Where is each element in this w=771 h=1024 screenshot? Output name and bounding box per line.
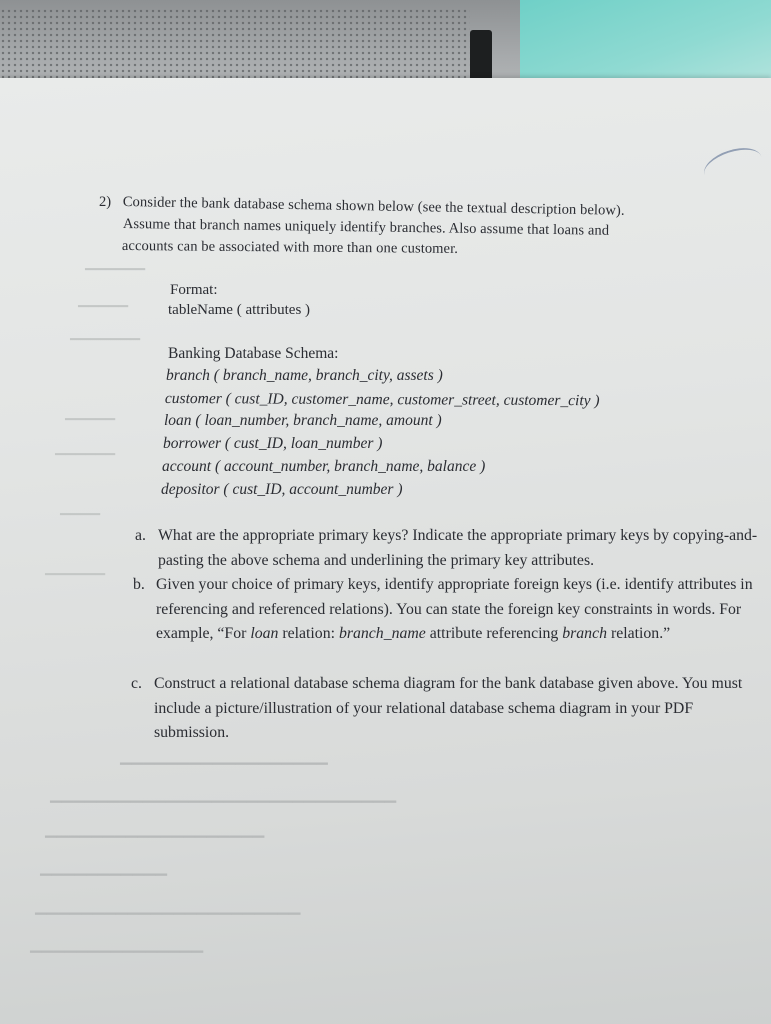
item-b-text-part: relation: xyxy=(278,625,339,642)
bleed-through-mark: ▁▁▁▁▁▁▁ xyxy=(70,325,140,340)
bleed-through-mark: ▁▁▁▁ xyxy=(60,500,100,515)
item-a-letter: a. xyxy=(135,527,146,544)
format-value: tableName ( attributes ) xyxy=(168,302,311,318)
question-line-2: Assume that branch names uniquely identify branches. Also assume that loans and xyxy=(122,216,610,239)
item-b-letter: b. xyxy=(133,576,145,593)
item-b-emphasis-branch-name: branch_name xyxy=(338,625,426,642)
schema-table-customer: customer ( cust_ID, customer_name, customer_street, customer_city ) xyxy=(164,390,600,410)
item-b-text xyxy=(156,573,766,647)
bleed-through-mark: ▁▁▁▁▁ xyxy=(65,405,115,420)
question-line-3: accounts can be associated with more than one customer. xyxy=(121,238,459,257)
bleed-through-mark: ▁▁▁▁▁▁▁▁▁▁▁▁▁▁▁ xyxy=(30,937,204,953)
item-a-text: What are the appropriate primary keys? Indicate the appropriate primary keys by copying-and-pasting the above schema and underlining the primary key attributes. xyxy=(158,527,758,569)
format-label: Format: xyxy=(170,282,218,298)
bleed-through-mark: ▁▁▁▁▁▁▁▁▁▁▁▁▁▁▁▁▁▁▁▁▁▁▁▁▁▁▁▁▁▁ xyxy=(50,787,397,803)
item-b-emphasis-branch: branch xyxy=(562,625,607,642)
item-c-text: Construct a relational database schema diagram for the bank database given above. You must include a picture/illustration of your relational database schema diagram in your PDF submission. xyxy=(154,675,743,741)
item-b-text-part: Given your choice of primary keys, identify appropriate foreign keys (i.e. identify attributes in referencing and referenced relations). You can state the foreign key constraints in words. For example, “For xyxy=(156,576,753,642)
bleed-through-mark: ▁▁▁▁▁▁ xyxy=(85,255,145,270)
bleed-through-mark: ▁▁▁▁▁▁▁▁▁▁▁ xyxy=(40,860,167,876)
item-b-emphasis-loan: loan xyxy=(250,625,279,642)
bleed-through-mark: ▁▁▁▁▁ xyxy=(78,292,128,307)
schema-table-depositor: depositor ( cust_ID, account_number ) xyxy=(161,481,403,498)
schema-table-account: account ( account_number, branch_name, balance ) xyxy=(162,458,486,475)
bleed-through-mark: ▁▁▁▁▁▁▁▁▁▁▁▁▁▁▁▁▁▁▁▁▁▁▁ xyxy=(35,899,301,915)
bleed-through-mark: ▁▁▁▁▁▁▁▁▁▁▁▁▁▁▁▁▁▁▁ xyxy=(45,822,265,838)
item-b-text-part: attribute referencing xyxy=(425,625,563,642)
bleed-through-mark: ▁▁▁▁▁▁▁▁▁▁▁▁▁▁▁▁▁▁ xyxy=(120,749,328,765)
schema-title: Banking Database Schema: xyxy=(168,345,339,362)
item-b-text-part: relation.” xyxy=(607,625,671,642)
schema-table-loan: loan ( loan_number, branch_name, amount ) xyxy=(164,412,442,429)
item-c-letter: c. xyxy=(131,675,142,692)
question-line-1: Consider the bank database schema shown below (see the textual description below). xyxy=(122,194,625,219)
schema-table-branch: branch ( branch_name, branch_city, assets ) xyxy=(166,367,443,384)
schema-table-borrower: borrower ( cust_ID, loan_number ) xyxy=(163,435,383,452)
question-number: 2) xyxy=(99,194,112,210)
bleed-through-mark: ▁▁▁▁▁▁ xyxy=(45,560,105,575)
bleed-through-mark: ▁▁▁▁▁▁ xyxy=(55,440,115,455)
